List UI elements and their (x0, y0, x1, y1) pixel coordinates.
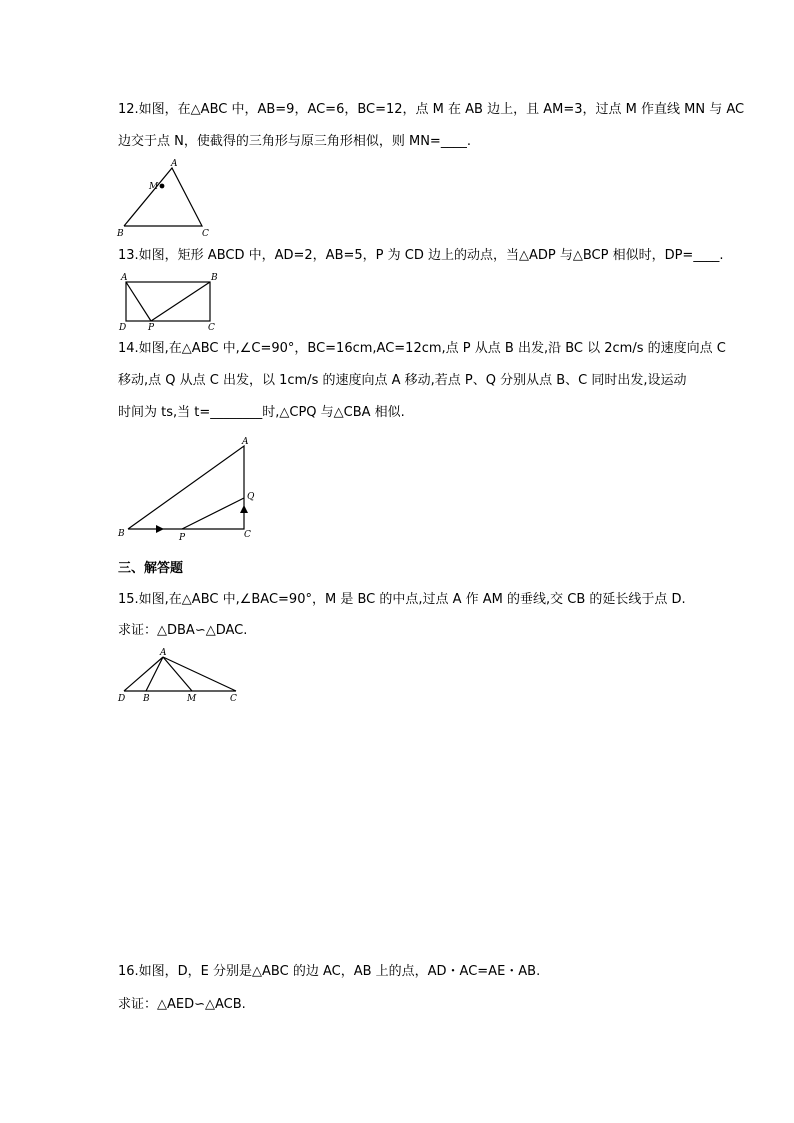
q16-text-line2: 求证：△AED∽△ACB. (118, 997, 246, 1012)
q12-text-line2: 边交于点 N，使截得的三角形与原三角形相似，则 MN=____. (118, 134, 471, 149)
q14-triangle (128, 446, 244, 529)
q14-label-c: C (244, 530, 251, 540)
q12-triangle-figure (110, 155, 220, 240)
q12-triangle (124, 168, 202, 226)
q13-text-line1: 13.如图，矩形 ABCD 中，AD=2，AB=5，P 为 CD 边上的动点，当△ADP 与△BCP 相似时，DP=____. (118, 248, 724, 263)
q15-label-b: B (143, 694, 150, 704)
q15-segment-ab (146, 657, 163, 691)
q15-triangle-figure (114, 645, 244, 707)
q15-segment-ac (163, 657, 236, 691)
q16-text-line1: 16.如图，D，E 分别是△ABC 的边 AC，AB 上的点，AD・AC=AE・AB. (118, 964, 541, 979)
q15-segment-am (163, 657, 192, 691)
q14-segment-pq (182, 498, 244, 529)
q12-point-m (160, 184, 165, 189)
section-heading: 三、解答题 (118, 561, 184, 576)
q13-label-b: B (211, 273, 218, 283)
q14-arrow-p (156, 525, 164, 533)
q15-label-d: D (118, 694, 126, 704)
q12-label-c: C (202, 229, 209, 239)
q14-text-line1: 14.如图,在△ABC 中,∠C=90°，BC=16cm,AC=12cm,点 P 从点 B 出发,沿 BC 以 2cm/s 的速度向点 C (118, 341, 726, 356)
q12-text-line1: 12.如图，在△ABC 中，AB=9，AC=6，BC=12，点 M 在 AB 边上，且 AM=3，过点 M 作直线 MN 与 AC (118, 102, 745, 117)
q15-text-line1: 15.如图,在△ABC 中,∠BAC=90°，M 是 BC 的中点,过点 A 作 AM 的垂线,交 CB 的延长线于点 D. (118, 592, 686, 607)
q15-label-a: A (160, 648, 167, 658)
q13-rectangle-figure (116, 270, 226, 335)
q13-segment-ap (126, 282, 151, 321)
q13-label-a: A (121, 273, 128, 283)
q13-label-p: P (148, 323, 155, 333)
q14-label-a: A (242, 437, 249, 447)
q13-label-c: C (208, 323, 215, 333)
q14-text-line3: 时间为 ts,当 t=________时,△CPQ 与△CBA 相似. (118, 405, 405, 420)
q12-label-a: A (171, 159, 178, 169)
q14-label-b: B (118, 529, 125, 539)
q14-label-q: Q (247, 492, 255, 502)
q15-text-line2: 求证：△DBA∽△DAC. (118, 623, 248, 638)
q12-label-m: M (149, 182, 159, 192)
q15-label-c: C (230, 694, 237, 704)
q13-segment-bp (151, 282, 210, 321)
q12-label-b: B (117, 229, 124, 239)
q14-text-line2: 移动,点 Q 从点 C 出发，以 1cm/s 的速度向点 A 移动,若点 P、Q 分别从点 B、C 同时出发,设运动 (118, 373, 687, 388)
q14-label-p: P (179, 533, 186, 543)
q14-triangle-figure (114, 432, 264, 544)
q13-label-d: D (119, 323, 127, 333)
q15-segment-ad (124, 657, 163, 691)
q14-arrow-q (240, 505, 248, 513)
q15-label-m: M (187, 694, 197, 704)
